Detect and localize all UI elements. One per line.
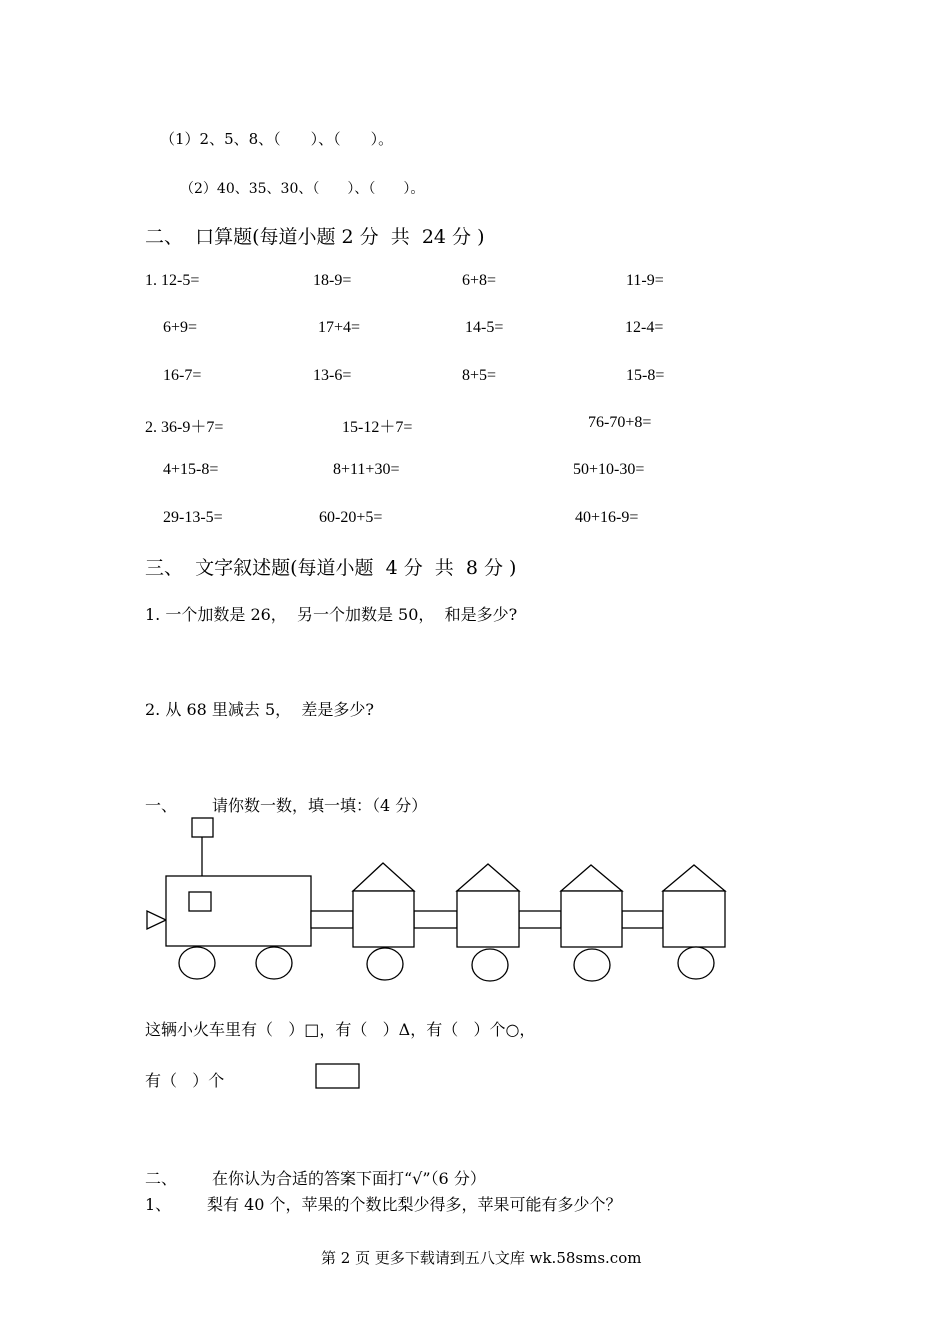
section-title-word-problems: 三、 文字叙述题(每道小题 4 分 共 8 分 ) (145, 557, 517, 579)
calc-item: 40+16-9= (575, 509, 639, 526)
wheel (367, 948, 403, 980)
calc-item: 60-20+5= (319, 509, 383, 526)
calc-item: 76-70+8= (588, 414, 652, 431)
section-title-tick: 在你认为合适的答案下面打“√”（6 分） (212, 1169, 486, 1188)
calc-item: 6+8= (462, 272, 497, 289)
wheel (256, 947, 292, 979)
calc-item: 50+10-30= (573, 461, 645, 478)
section-number-tick: 二、 (145, 1169, 178, 1188)
carriage-roof (353, 863, 414, 891)
sequence-question-1: （1）2、5、8、（ ）、（ ）。 (160, 130, 394, 148)
word-problem-1: 1. 一个加数是 26， 另一个加数是 50， 和是多少? (145, 605, 518, 624)
calc-item: 13-6= (313, 367, 352, 384)
rectangle-symbol (316, 1064, 359, 1088)
calc-item: 4+15-8= (163, 461, 219, 478)
connector (519, 911, 561, 928)
calc-item: 6+9= (163, 319, 198, 336)
connector (414, 911, 457, 928)
sequence-question-2: （2）40、35、30、（ ）、（ ）。 (180, 181, 425, 197)
count-line-1: 这辆小火车里有（ ）□，有（ ）Δ，有（ ）个○， (145, 1020, 536, 1039)
chimney-square (192, 818, 213, 837)
carriage-roof (663, 865, 725, 891)
calc-item: 8+11+30= (333, 461, 400, 478)
section-title-count: 请你数一数，填一填：（4 分） (212, 796, 428, 815)
calc-item: 17+4= (318, 319, 361, 336)
front-triangle (147, 911, 166, 929)
carriage-body (457, 891, 519, 947)
calc-item: 15-8= (626, 367, 665, 384)
calc-item: 14-5= (465, 319, 504, 336)
calc-item: 16-7= (163, 367, 202, 384)
wheel (678, 947, 714, 979)
carriage-body (663, 891, 725, 947)
carriage-body (353, 891, 414, 947)
calc-item: 18-9= (313, 272, 352, 289)
calc-item: 12-4= (625, 319, 664, 336)
carriage-roof (561, 865, 622, 891)
calc-item: 29-13-5= (163, 509, 223, 526)
word-problem-2: 2. 从 68 里减去 5， 差是多少? (145, 700, 374, 719)
carriage-body (561, 891, 622, 947)
calc-item: 8+5= (462, 367, 497, 384)
tick-question-number: 1、 (145, 1195, 172, 1214)
calc-item: 1. 12-5= (145, 272, 200, 289)
tick-question-1: 梨有 40 个，苹果的个数比梨少得多，苹果可能有多少个？ (207, 1195, 622, 1214)
wheel (574, 949, 610, 981)
count-line-2: 有（ ）个 (145, 1071, 225, 1090)
section-title-oral-calc: 二、 口算题(每道小题 2 分 共 24 分 ) (145, 226, 485, 248)
calc-item: 2. 36-9＋7= (145, 419, 224, 436)
calc-item: 15-12＋7= (342, 419, 413, 436)
connector (622, 911, 663, 928)
page-footer: 第 2 页 更多下载请到五八文库 wk.58sms.com (321, 1249, 642, 1267)
wheel (179, 947, 215, 979)
wheel (472, 949, 508, 981)
section-number-count: 一、 (145, 796, 178, 815)
calc-item: 11-9= (626, 272, 664, 289)
engine-body (166, 876, 311, 946)
engine-window (189, 892, 211, 911)
carriage-roof (457, 864, 519, 891)
connector (311, 911, 353, 928)
